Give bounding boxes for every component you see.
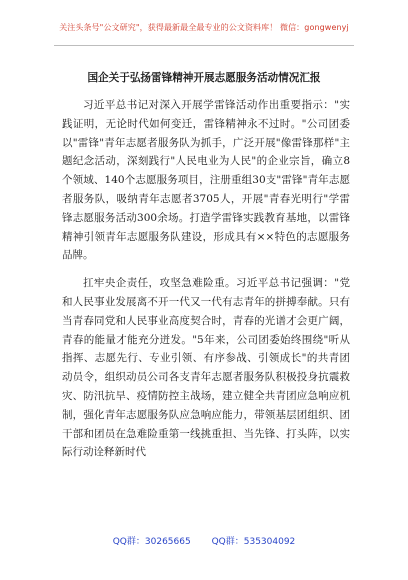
footer-qq-group-1: QQ群：30265665 [112, 537, 191, 547]
footer-qq-group-2: QQ群：535304092 [211, 537, 296, 547]
paragraph: 习近平总书记对深入开展学雷锋活动作出重要指示："实践证明，无论时代如何变迁，雷锋精神永不过时。"公司团委以"雷锋"青年志愿者服务队为抓手，广泛开展"像雷锋那样"主题纪念活动，深刻践行"人民电业为人民"的企业宗旨，确立8个领域、140个志愿服务项目，注册重组30支"雷锋"青年志愿者服务队，吸纳青年志愿者3705人，开展"青春光明行"学雷锋志愿服务活动300余场。打造学雷锋实践教育基地，以雷锋精神引领青年志愿服务队建设，形成具有××特色的志愿服务品牌。 [62, 99, 350, 262]
document-title: 国企关于弘扬雷锋精神开展志愿服务活动情况汇报 [87, 72, 321, 84]
footer [0, 534, 408, 547]
paragraph: 扛牢央企责任，攻坚急难险重。习近平总书记强调："党和人民事业发展离不开一代又一代有志青年的拼搏奉献。只有当青春同党和人民事业高度契合时，青春的光谱才会更广阔，青春的能量才能充分迸发。"5年来，公司团委始终围绕"听从指挥、志愿先行、专业引领、有序参战、引领成长"的共青团动员令，组织动员公司各支青年志愿者服务队积极投身抗震救灾、防汛抗旱、疫情防控主战场，建立健全共青团应急响应机制，强化青年志愿服务队应急响应能力，带领基层团组织、团干部和团员在急难险重第一线挑重担、当先锋、打头阵，以实际行动诠释新时代 [62, 277, 350, 459]
document-body [62, 96, 350, 471]
header-divider [54, 45, 354, 46]
header-banner: 关注头条号"公文研究"，获得最新最全最专业的公文资料库！ 微信：gongwenyj [59, 23, 349, 32]
